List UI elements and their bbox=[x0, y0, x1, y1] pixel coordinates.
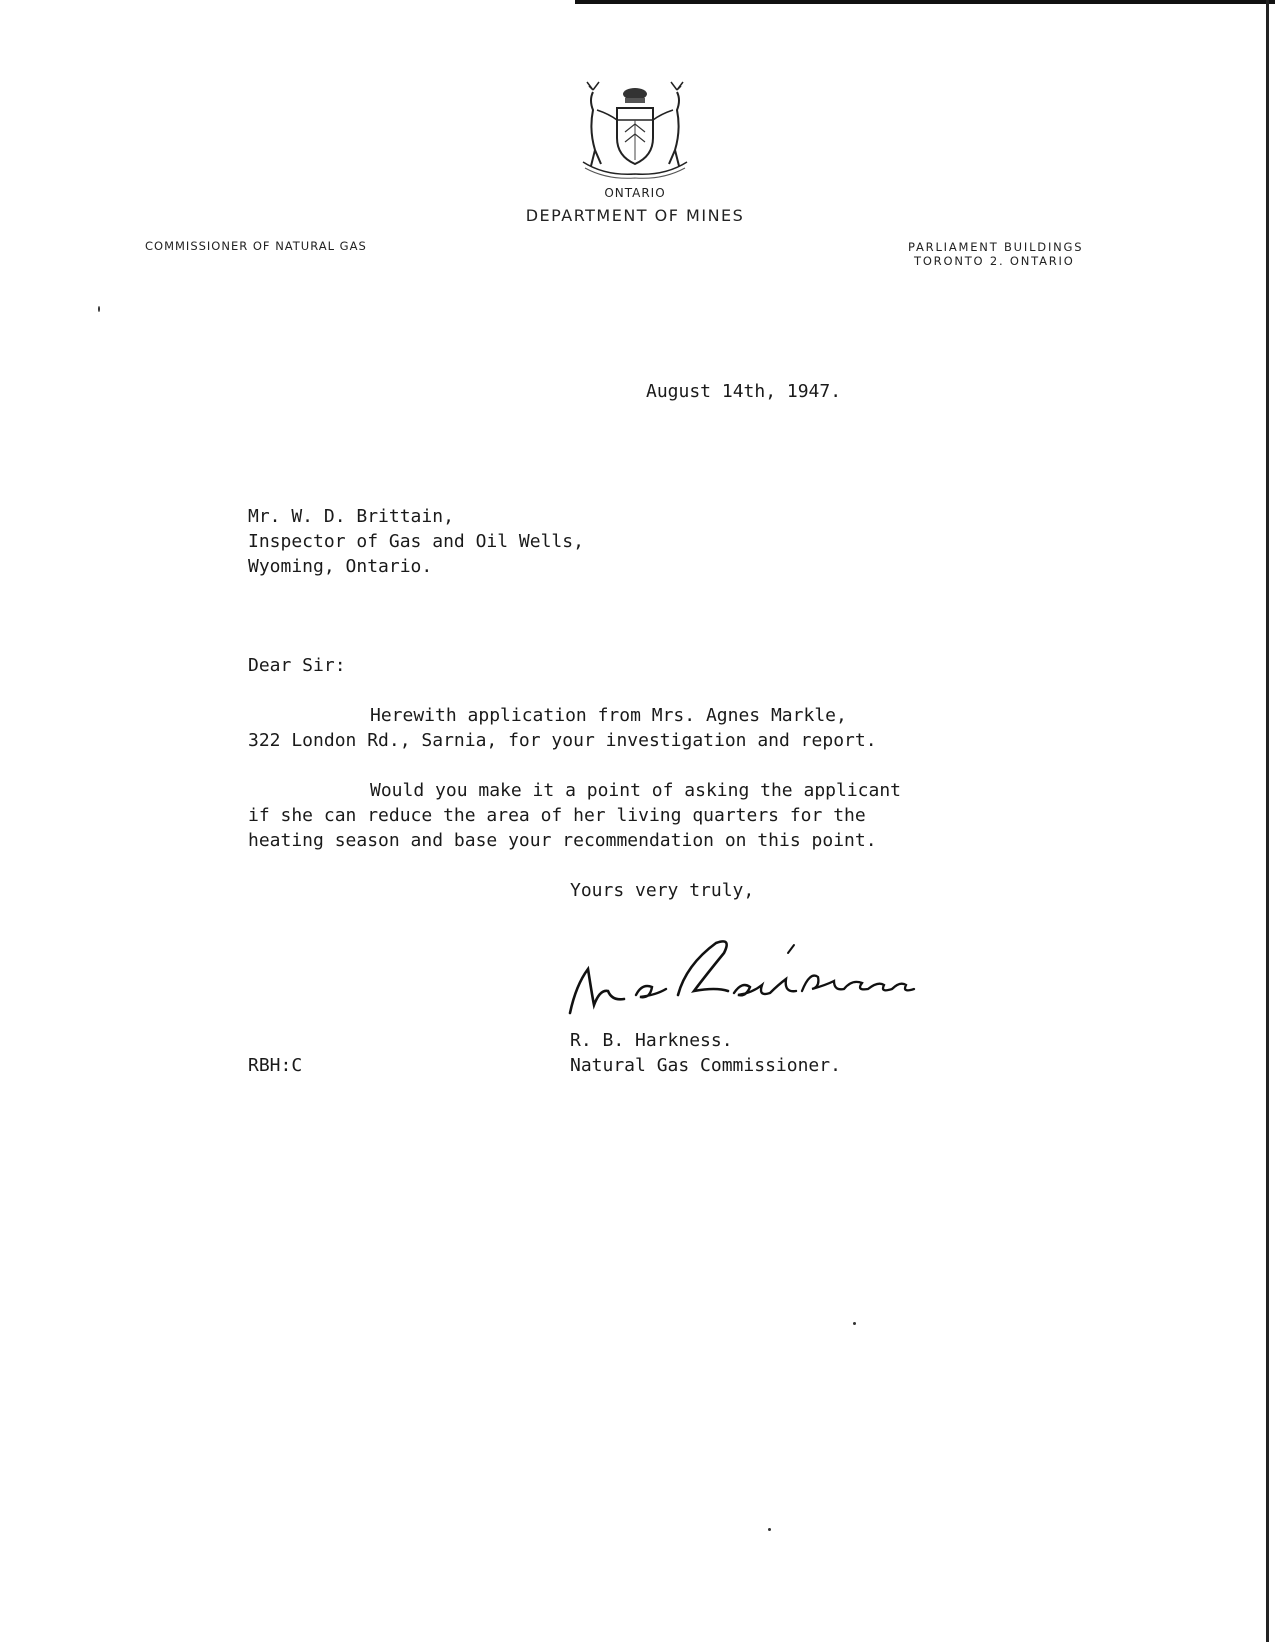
body-line: Would you make it a point of asking the applicant bbox=[370, 780, 902, 801]
department-heading: DEPARTMENT OF MINES bbox=[525, 206, 745, 225]
scan-top-edge bbox=[575, 0, 1275, 4]
handwritten-signature-icon bbox=[566, 935, 926, 1025]
ontario-coat-of-arms-icon bbox=[575, 80, 695, 180]
recipient-line: Wyoming, Ontario. bbox=[248, 556, 433, 577]
recipient-line: Mr. W. D. Brittain, bbox=[248, 506, 454, 527]
closing: Yours very truly, bbox=[570, 880, 755, 901]
scan-right-edge bbox=[1266, 0, 1269, 1642]
signer-title: Natural Gas Commissioner. bbox=[570, 1055, 841, 1076]
letter-date: August 14th, 1947. bbox=[646, 381, 842, 402]
body-line: Herewith application from Mrs. Agnes Markle, bbox=[370, 705, 847, 726]
office-address-line-2: TORONTO 2. ONTARIO bbox=[914, 254, 1075, 268]
scan-speck bbox=[98, 306, 100, 312]
signer-name: R. B. Harkness. bbox=[570, 1030, 733, 1051]
body-line: if she can reduce the area of her living quarters for the bbox=[248, 805, 866, 826]
body-line: 322 London Rd., Sarnia, for your investigation and report. bbox=[248, 730, 877, 751]
scan-speck bbox=[768, 1528, 771, 1531]
scan-speck bbox=[853, 1322, 856, 1325]
office-label: COMMISSIONER OF NATURAL GAS bbox=[145, 239, 367, 253]
salutation: Dear Sir: bbox=[248, 655, 346, 676]
province-heading: ONTARIO bbox=[604, 186, 666, 200]
reference-initials: RBH:C bbox=[248, 1055, 303, 1076]
recipient-line: Inspector of Gas and Oil Wells, bbox=[248, 531, 584, 552]
body-line: heating season and base your recommendation on this point. bbox=[248, 830, 877, 851]
office-address-line-1: PARLIAMENT BUILDINGS bbox=[908, 240, 1084, 254]
